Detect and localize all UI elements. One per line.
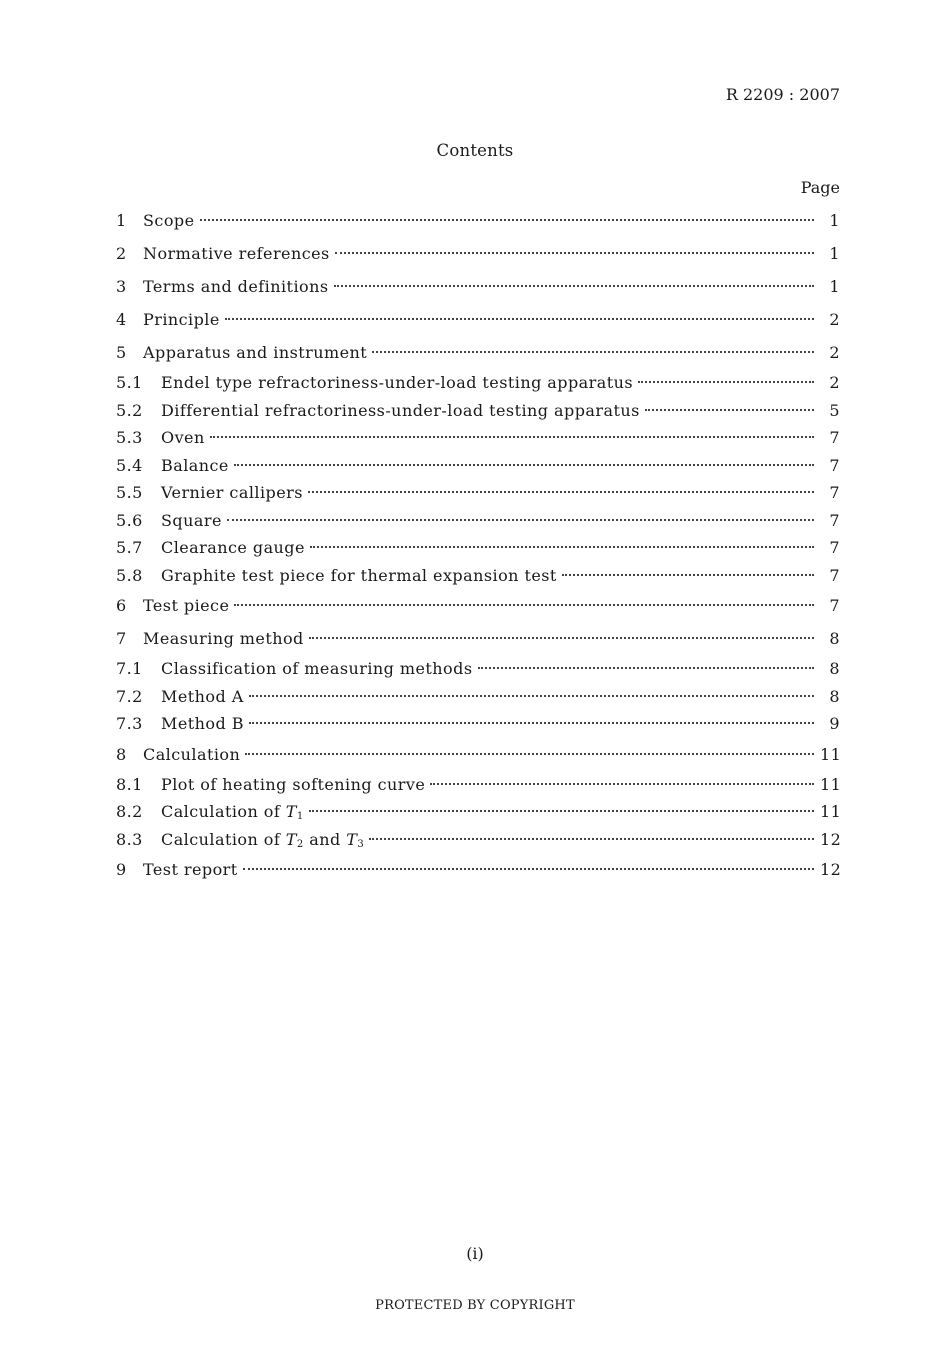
toc-entry[interactable] bbox=[116, 534, 840, 562]
dot-leader bbox=[369, 838, 814, 840]
toc-page-number: 7 bbox=[829, 596, 840, 615]
toc-entry[interactable] bbox=[116, 738, 840, 771]
dot-leader bbox=[638, 381, 814, 383]
toc-entry[interactable] bbox=[116, 826, 840, 854]
toc-number: 4 bbox=[116, 310, 127, 329]
toc-entry[interactable] bbox=[116, 452, 840, 480]
toc-page-number: 9 bbox=[829, 714, 840, 733]
toc-title: Vernier callipers bbox=[161, 483, 303, 502]
toc-entry[interactable] bbox=[116, 771, 840, 799]
toc-number: 2 bbox=[116, 244, 127, 263]
toc-page-number: 2 bbox=[829, 373, 840, 392]
toc-title: Normative references bbox=[143, 244, 330, 263]
toc-number: 5.5 bbox=[116, 483, 143, 502]
document-id: R 2209 : 2007 bbox=[725, 85, 840, 104]
dot-leader bbox=[245, 753, 814, 755]
dot-leader bbox=[335, 252, 814, 254]
toc-page-number: 1 bbox=[829, 244, 840, 263]
toc-entry[interactable] bbox=[116, 853, 840, 886]
toc-page-number: 2 bbox=[829, 343, 840, 362]
toc-page-number: 7 bbox=[829, 538, 840, 557]
toc-number: 5.1 bbox=[116, 373, 143, 392]
toc-title: Calculation of $T_1$ bbox=[161, 802, 304, 822]
copyright-notice: PROTECTED BY COPYRIGHT bbox=[375, 1298, 575, 1313]
toc-page-number: 11 bbox=[820, 774, 842, 794]
toc-number: 8.2 bbox=[116, 802, 143, 821]
dot-leader bbox=[234, 604, 814, 606]
dot-leader bbox=[210, 436, 814, 438]
toc-title: Square bbox=[161, 510, 222, 530]
toc-title: Test report bbox=[143, 860, 238, 879]
dot-leader bbox=[309, 810, 814, 812]
toc-entry[interactable] bbox=[116, 589, 840, 622]
toc-page-number: 11 bbox=[820, 744, 842, 764]
toc-title: Classification of measuring methods bbox=[161, 659, 473, 678]
toc-page-number: 8 bbox=[829, 629, 840, 648]
toc-entry[interactable] bbox=[116, 397, 840, 425]
toc-page-number: 12 bbox=[820, 829, 842, 849]
dot-leader bbox=[249, 695, 814, 697]
toc-title: Clearance gauge bbox=[161, 538, 305, 557]
toc-title: Scope bbox=[143, 211, 195, 230]
page-column-label: Page bbox=[800, 178, 840, 197]
toc-entry[interactable] bbox=[116, 562, 840, 590]
toc-entry[interactable] bbox=[116, 336, 840, 369]
dot-leader bbox=[249, 722, 814, 724]
dot-leader bbox=[225, 318, 814, 320]
toc-number: 5.8 bbox=[116, 565, 143, 585]
dot-leader bbox=[310, 546, 814, 548]
toc-number: 7.2 bbox=[116, 686, 143, 706]
toc-title: Differential refractoriness-under-load testing apparatus bbox=[161, 400, 640, 420]
toc-number: 9 bbox=[116, 860, 127, 879]
toc-number: 5.6 bbox=[116, 510, 143, 530]
toc-number: 5 bbox=[116, 343, 127, 362]
dot-leader bbox=[243, 868, 814, 870]
toc-entry[interactable] bbox=[116, 622, 840, 655]
toc-title: Calculation of $T_2$ and $T_3$ bbox=[161, 829, 365, 850]
toc-title: Calculation bbox=[143, 744, 241, 764]
toc-number: 7 bbox=[116, 629, 127, 648]
toc-title: Oven bbox=[161, 428, 205, 447]
dot-leader bbox=[200, 219, 814, 221]
toc-number: 8 bbox=[116, 744, 127, 764]
dot-leader bbox=[334, 285, 814, 287]
toc-number: 5.2 bbox=[116, 400, 143, 420]
toc-page-number: 5 bbox=[829, 400, 840, 420]
toc-entry[interactable] bbox=[116, 369, 840, 397]
toc-entry[interactable] bbox=[116, 237, 840, 270]
dot-leader bbox=[372, 351, 814, 353]
toc-page-number: 12 bbox=[820, 860, 842, 879]
toc-page-number: 7 bbox=[829, 455, 840, 475]
toc-entry[interactable] bbox=[116, 424, 840, 452]
dot-leader bbox=[234, 464, 814, 466]
toc-page-number: 1 bbox=[829, 211, 840, 230]
toc-entry[interactable] bbox=[116, 683, 840, 711]
table-of-contents bbox=[116, 204, 840, 886]
toc-title: Endel type refractoriness-under-load testing apparatus bbox=[161, 373, 634, 392]
dot-leader bbox=[562, 574, 814, 576]
toc-number: 7.3 bbox=[116, 714, 143, 733]
toc-title: Method A bbox=[161, 686, 244, 706]
toc-number: 8.3 bbox=[116, 829, 143, 849]
dot-leader bbox=[227, 519, 814, 521]
toc-page-number: 8 bbox=[829, 686, 840, 706]
toc-page-number: 1 bbox=[829, 277, 840, 296]
toc-title: Graphite test piece for thermal expansion test bbox=[161, 565, 557, 585]
toc-number: 3 bbox=[116, 277, 127, 296]
toc-entry[interactable] bbox=[116, 479, 840, 507]
toc-title: Plot of heating softening curve bbox=[161, 774, 426, 794]
contents-title: Contents bbox=[436, 141, 514, 160]
dot-leader bbox=[308, 491, 814, 493]
toc-number: 5.7 bbox=[116, 538, 143, 557]
toc-entry[interactable] bbox=[116, 507, 840, 535]
toc-page-number: 2 bbox=[829, 310, 840, 329]
toc-title: Principle bbox=[143, 310, 220, 329]
toc-page-number: 7 bbox=[829, 510, 840, 530]
toc-page-number: 7 bbox=[829, 428, 840, 447]
toc-entry[interactable] bbox=[116, 204, 840, 237]
dot-leader bbox=[478, 667, 815, 669]
toc-title: Terms and definitions bbox=[143, 277, 329, 296]
toc-page-number: 7 bbox=[829, 483, 840, 502]
footer-page-number: (i) bbox=[466, 1244, 484, 1263]
toc-number: 8.1 bbox=[116, 774, 143, 794]
toc-number: 1 bbox=[116, 211, 127, 230]
toc-title: Test piece bbox=[143, 596, 230, 615]
toc-entry[interactable] bbox=[116, 798, 840, 826]
toc-entry[interactable] bbox=[116, 655, 840, 683]
dot-leader bbox=[309, 637, 814, 639]
toc-number: 5.3 bbox=[116, 428, 143, 447]
toc-entry[interactable] bbox=[116, 710, 840, 738]
toc-entry[interactable] bbox=[116, 303, 840, 336]
dot-leader bbox=[430, 783, 814, 785]
toc-number: 6 bbox=[116, 596, 127, 615]
toc-page-number: 7 bbox=[829, 565, 840, 585]
toc-number: 5.4 bbox=[116, 455, 143, 475]
toc-title: Balance bbox=[161, 455, 229, 475]
toc-entry[interactable] bbox=[116, 270, 840, 303]
toc-title: Apparatus and instrument bbox=[143, 343, 368, 362]
toc-title: Measuring method bbox=[143, 629, 304, 648]
dot-leader bbox=[645, 409, 814, 411]
toc-number: 7.1 bbox=[116, 659, 143, 678]
toc-title: Method B bbox=[161, 714, 244, 733]
toc-page-number: 8 bbox=[829, 659, 840, 678]
toc-page-number: 11 bbox=[820, 802, 842, 821]
